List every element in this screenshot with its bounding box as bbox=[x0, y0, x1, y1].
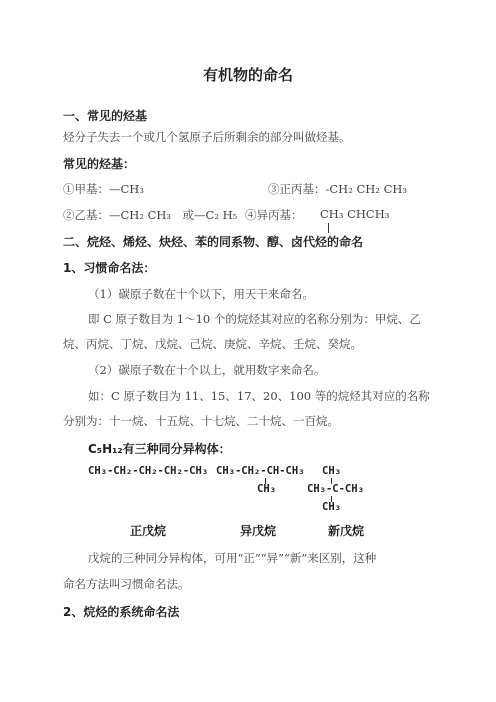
section1-heading: 一、常见的烃基 bbox=[63, 109, 148, 123]
hydrocarbyl-definition: 烃分子失去一个或几个氢原子后所剩余的部分叫做烃基。 bbox=[63, 130, 351, 144]
isopropyl-bond-line bbox=[328, 223, 329, 233]
systematic-naming-heading: 2、烷烃的系统命名法 bbox=[63, 605, 180, 619]
rule-1-detail-line-2: 烷、丙烷、丁烷、戊烷、己烷、庚烷、辛烷、壬烷、癸烷。 bbox=[63, 337, 362, 351]
neopentane-formula: CH₃-C-CH₃ bbox=[307, 483, 364, 495]
common-groups-heading: 常见的烃基： bbox=[63, 157, 136, 171]
page-title: 有机物的命名 bbox=[202, 66, 293, 84]
isopentane-branch: CH₃ bbox=[257, 483, 276, 495]
neopentane-name: 新戊烷 bbox=[328, 524, 365, 538]
isomer-note-line-2: 命名方法叫习惯命名法。 bbox=[63, 577, 190, 591]
isopropyl-formula: CH₃ CHCH₃ bbox=[320, 207, 390, 221]
rule-2: （2）碳原子数在十个以上，就用数字来命名。 bbox=[88, 363, 326, 377]
methyl-item: ①甲基：—CH₃ bbox=[63, 182, 144, 196]
rule-2-detail-line-1: 如：C 原子数目为 11、15、17、20、100 等的烷烃其对应的名称 bbox=[88, 389, 430, 403]
isopropyl-label: ④异丙基： bbox=[245, 208, 303, 222]
rule-1: （1）碳原子数在十个以下，用天干来命名。 bbox=[88, 287, 314, 301]
neopentane-bottom-methyl: CH₃ bbox=[322, 501, 341, 513]
isomer-heading: C₅H₁₂有三种同分异构体： bbox=[88, 442, 231, 456]
n-pentane-formula: CH₃-CH₂-CH₂-CH₂-CH₃ bbox=[88, 465, 209, 477]
ethyl-item: ②乙基：—CH₂ CH₃ 或—C₂ H₅ bbox=[63, 208, 238, 222]
isopentane-name: 异戊烷 bbox=[240, 524, 277, 538]
isopentane-formula: CH₃-CH₂-CH-CH₃ bbox=[216, 465, 305, 477]
neopentane-top-methyl: CH₃ bbox=[322, 465, 341, 477]
common-naming-heading: 1、习惯命名法： bbox=[63, 261, 156, 275]
section2-heading: 二、烷烃、烯烃、炔烃、苯的同系物、醇、卤代烃的命名 bbox=[63, 235, 364, 249]
n-propyl-item: ③正丙基：-CH₂ CH₂ CH₃ bbox=[268, 182, 408, 196]
rule-1-detail-line-1: 即 C 原子数目为 1～10 个的烷烃其对应的名称分别为：甲烷、乙 bbox=[88, 312, 421, 326]
isomer-note-line-1: 戊烷的三种同分异构体，可用“正”“异”“新”来区别，这种 bbox=[88, 551, 377, 565]
n-pentane-name: 正戊烷 bbox=[130, 524, 167, 538]
rule-2-detail-line-2: 分别为：十一烷、十五烷、十七烷、二十烷、一百烷。 bbox=[63, 414, 339, 428]
